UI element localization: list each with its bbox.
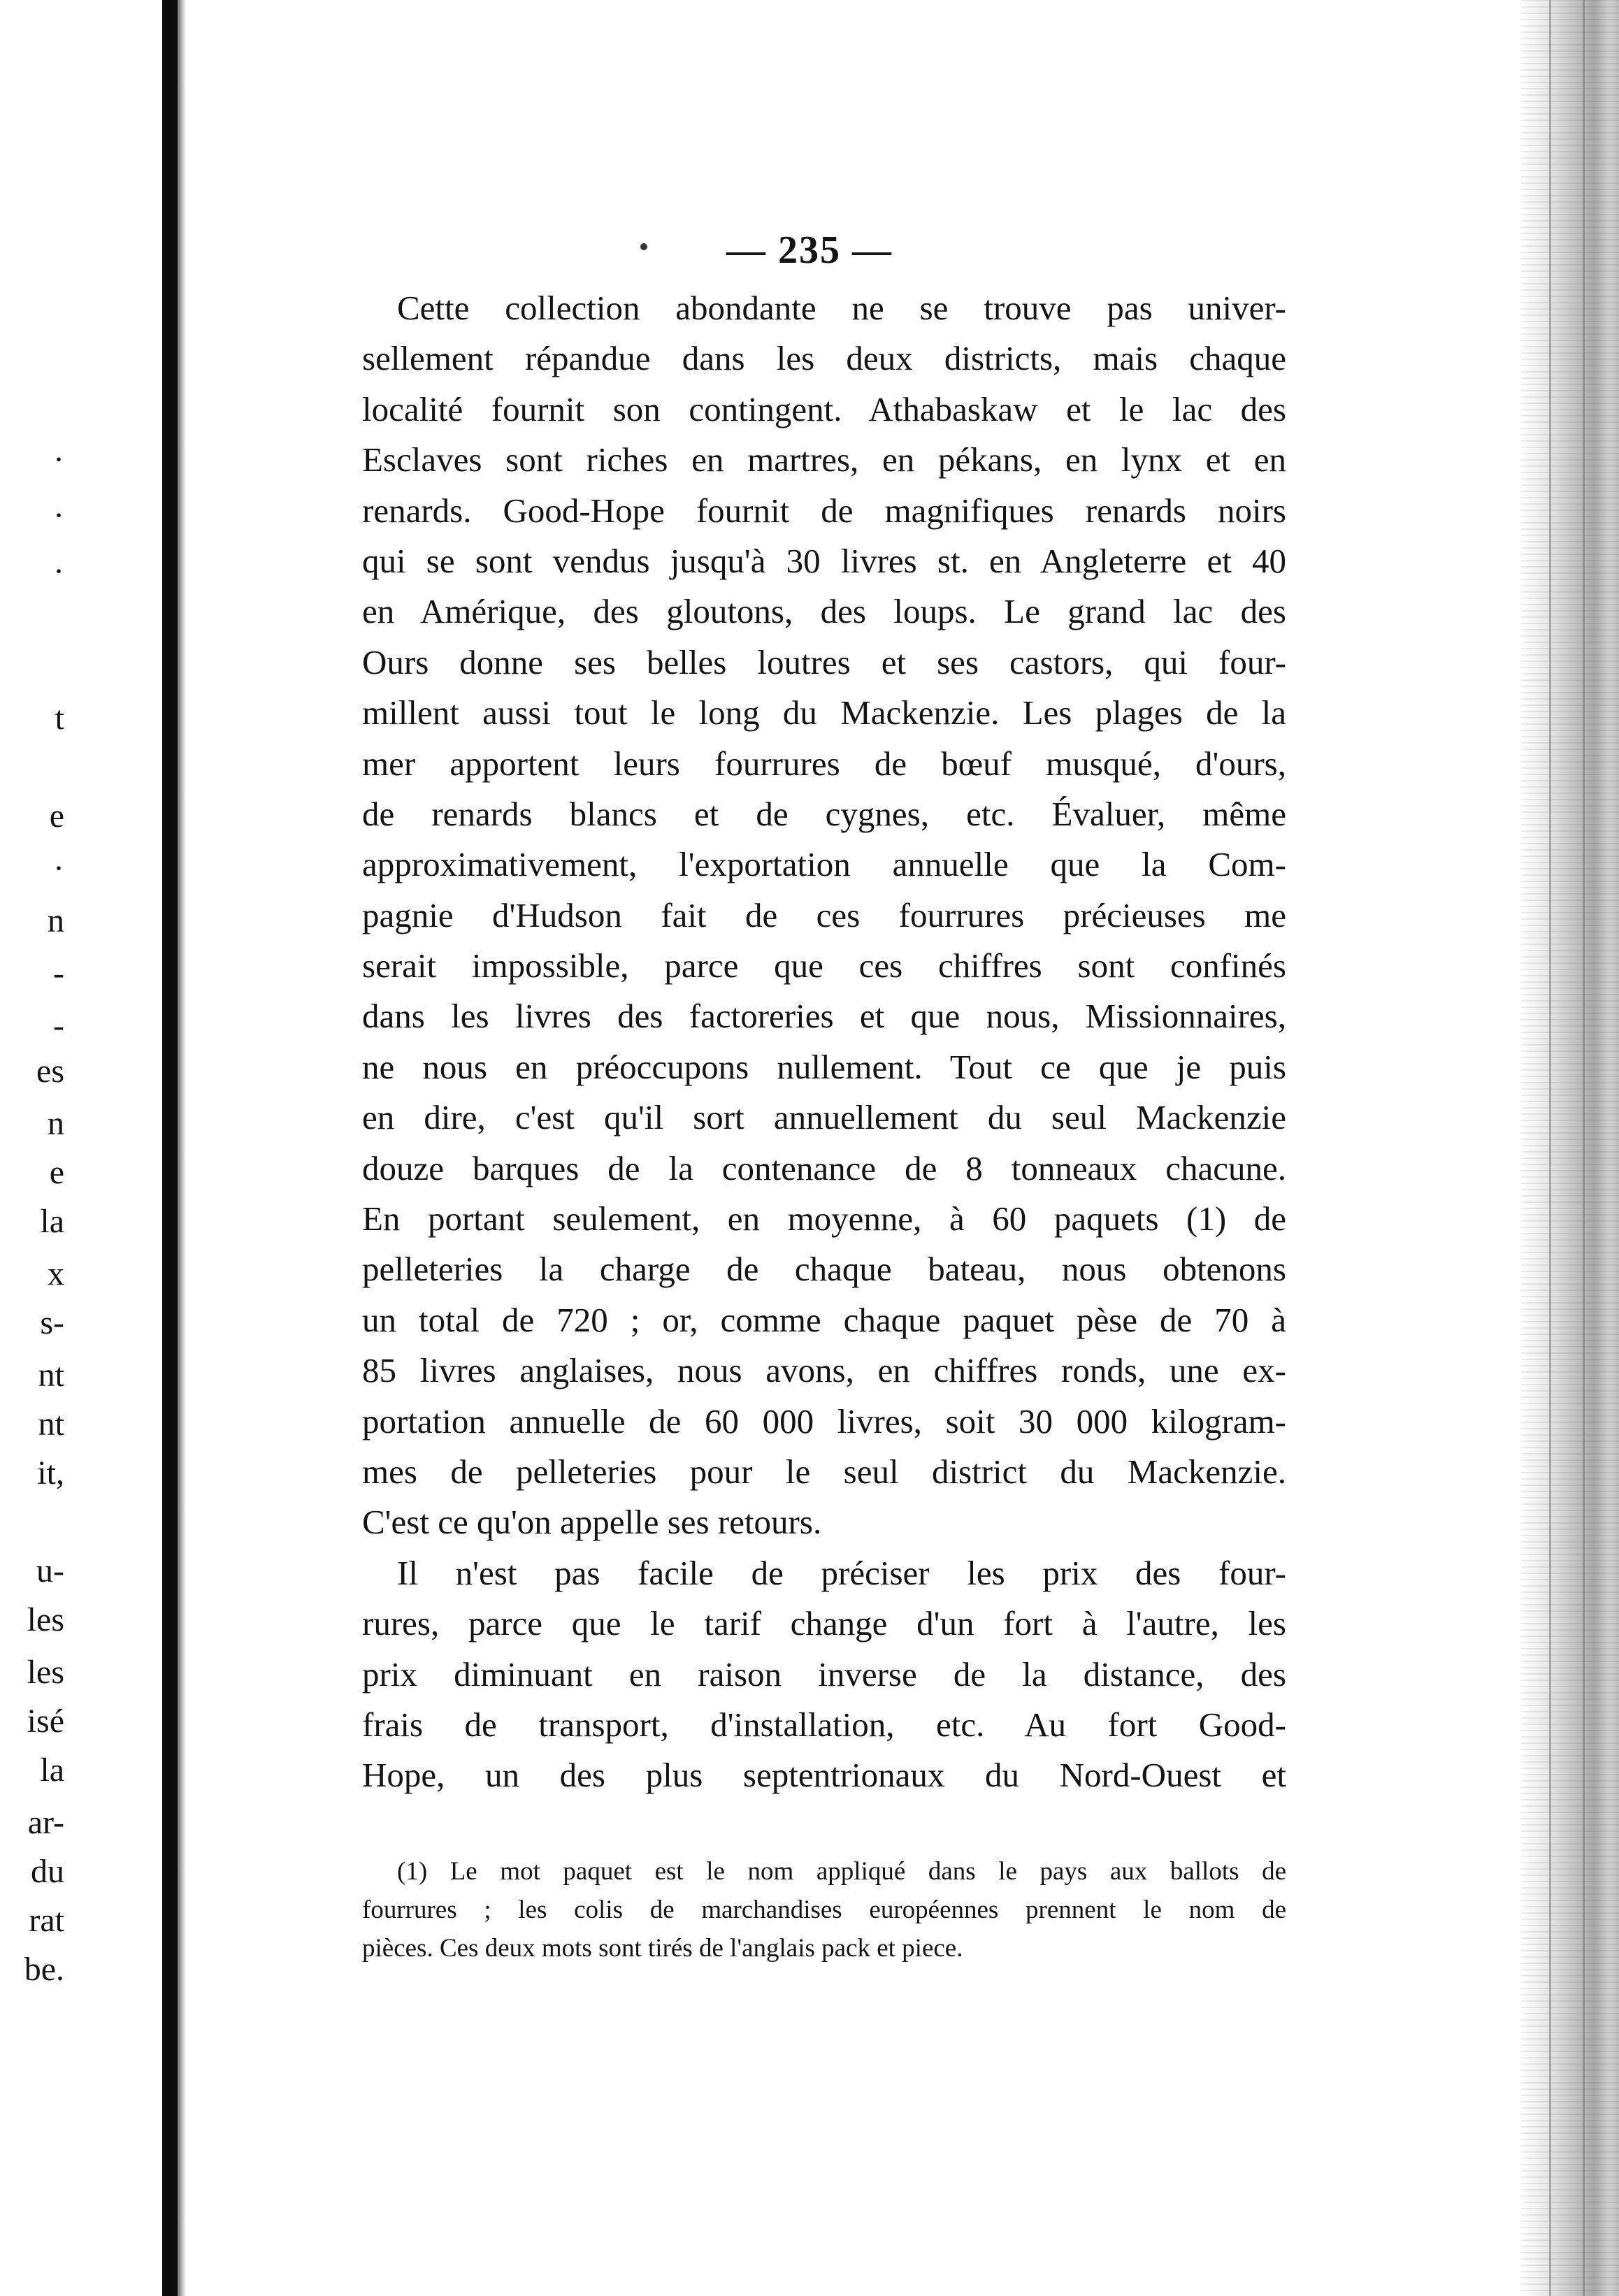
footnote [362,1852,1286,1968]
fragment-text: t [55,700,64,737]
fragment-text: nt [38,1357,64,1394]
fragment-text: les [27,1654,64,1691]
text-line: portation annuelle de 60 000 livres, soit 30 000 kilogram- [362,1401,1286,1441]
text-line: localité fournit son contingent. Athabaskaw et le lac des [362,389,1286,428]
fragment-text: s- [40,1304,64,1341]
fragment-text: es [36,1053,64,1090]
text-line: rures, parce que le tarif change d'un fort à l'autre, les [362,1604,1286,1643]
ink-dot [640,243,647,250]
text-line: renards. Good-Hope fournit de magnifiques renards noirs [362,491,1286,530]
fragment-text: e [49,797,64,835]
page-edge-line [1549,0,1551,2296]
text-line: pagnie d'Hudson fait de ces fourrures précieuses me [362,895,1286,934]
fragment-text: les [27,1601,64,1638]
page-edge-texture [1521,0,1619,2296]
fragment-text: e [49,1154,64,1191]
text-line: Hope, un des plus septentrionaux du Nord-Ouest et [362,1756,1286,1795]
fragment-text: n [48,1105,64,1142]
text-line: un total de 720 ; or, comme chaque paquet pèse de 70 à [362,1300,1286,1339]
text-line: prix diminuant en raison inverse de la distance, des [362,1654,1286,1694]
text-line: mes de pelleteries pour le seul district du Mackenzie. [362,1452,1286,1491]
fragment-text: ar- [27,1804,64,1841]
footnote-line: pièces. Ces deux mots sont tirés de l'anglais pack et piece. [362,1934,963,1963]
text-line: dans les livres des factoreries et que nous, Missionnaires, [362,997,1286,1036]
text-line: millent aussi tout le long du Mackenzie. Les plages de la [362,693,1286,732]
fragment-text: - [53,955,64,992]
text-line: frais de transport, d'installation, etc. Au fort Good- [362,1705,1286,1744]
footnote-line: fourrures ; les colis de marchandises européennes prennent le nom de [362,1896,1286,1924]
text-line: en Amérique, des gloutons, des loups. Le grand lac des [362,592,1286,631]
fragment-text: be. [24,1951,64,1988]
fragment-text: · [53,497,64,534]
text-line: 85 livres anglaises, nous avons, en chiffres ronds, une ex- [362,1351,1286,1390]
text-line: douze barques de la contenance de 8 tonneaux chacune. [362,1148,1286,1187]
fragment-text: la [40,1203,64,1240]
adjacent-page-fragments [0,0,66,2296]
text-line: qui se sont vendus jusqu'à 30 livres st. en Angleterre et 40 [362,541,1286,580]
fragment-text: · [53,553,64,590]
fragment-text: x [48,1255,64,1292]
page-number: — 235 — [726,229,893,272]
fragment-text: la [40,1752,64,1789]
text-line: de renards blancs et de cygnes, etc. Évaluer, même [362,794,1286,833]
text-line: En portant seulement, en moyenne, à 60 paquets (1) de [362,1199,1286,1239]
fragment-text: u- [36,1552,64,1589]
text-line: sellement répandue dans les deux districts, mais chaque [362,339,1286,378]
gutter-shadow [178,0,186,2296]
text-line: en dire, c'est qu'il sort annuellement du seul Mackenzie [362,1098,1286,1137]
footnote-line: (1) Le mot paquet est le nom appliqué dans le pays aux ballots de [397,1857,1286,1886]
page-edge-line [1583,0,1585,2296]
book-gutter [162,0,178,2296]
text-line: C'est ce qu'on appelle ses retours. [362,1503,822,1542]
text-line: Cette collection abondante ne se trouve pas univer- [397,289,1286,327]
text-line: Il n'est pas facile de préciser les prix des four- [397,1553,1286,1592]
adjacent-page-strip [0,0,178,2296]
fragment-text: du [31,1853,64,1890]
text-line: Esclaves sont riches en martres, en pékans, en lynx et en [362,440,1286,479]
text-line: serait impossible, parce que ces chiffres sont confinés [362,946,1286,985]
fragment-text: nt [38,1406,64,1443]
text-line: approximativement, l'exportation annuelle que la Com- [362,845,1286,884]
text-line: Ours donne ses belles loutres et ses castors, qui four- [362,642,1286,681]
fragment-text: - [53,1007,64,1044]
page-edge [1521,0,1619,2296]
fragment-text: n [48,902,64,939]
body-text [362,283,1286,1801]
fragment-text: rat [29,1902,64,1939]
fragment-text: · [53,850,64,887]
fragment-text: · [53,441,64,478]
fragment-text: it, [37,1454,64,1492]
text-line: ne nous en préoccupons nullement. Tout ce que je puis [362,1047,1286,1086]
fragment-text: isé [27,1703,64,1740]
text-line: mer apportent leurs fourrures de bœuf musqué, d'ours, [362,744,1286,783]
text-line: pelleteries la charge de chaque bateau, nous obtenons [362,1250,1286,1289]
